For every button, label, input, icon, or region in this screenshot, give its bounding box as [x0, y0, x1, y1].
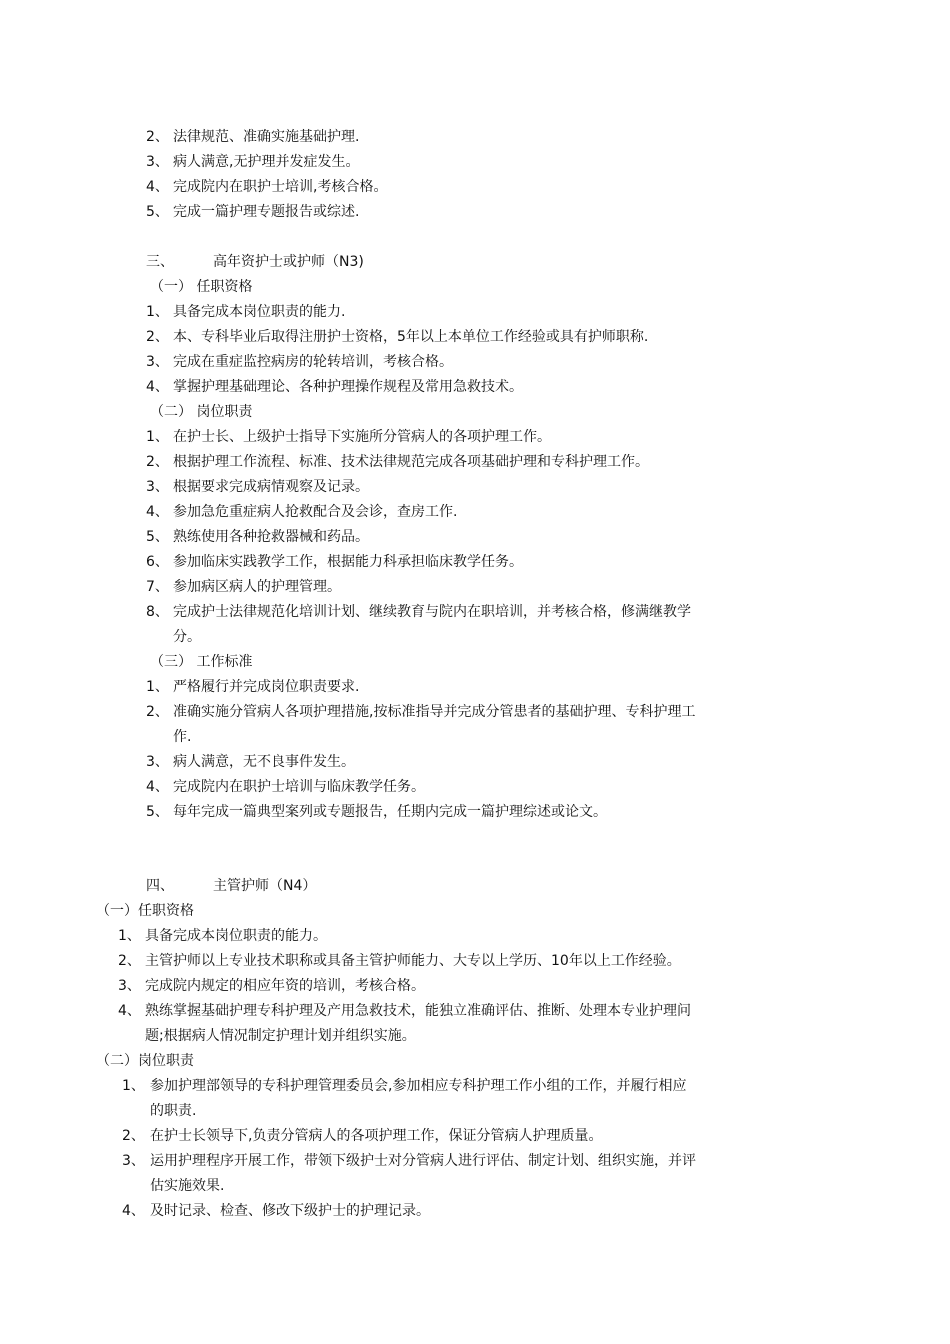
list-item-continuation: 的职责.: [150, 1103, 197, 1119]
list-item-continuation: 题;根据病人情况制定护理计划并组织实施。: [145, 1028, 416, 1044]
list-item-continuation: 估实施效果.: [150, 1178, 225, 1194]
list-item-continuation: 分。: [173, 629, 201, 645]
list-item-continuation: 作.: [173, 729, 192, 745]
document-page: 2、 法律规范、准确实施基础护理. 3、 病人满意,无护理并发症发生。 4、 完成院内在职护士培训,考核合格。 5、 完成一篇护理专题报告或综述. 三、 高年资护士或护师（N3) （一） 任职资格 1、 具备完成本岗位职责的能力. 2、 本、专科毕业后取得注册护士资格，5年以上本单位工作经验或具有护师职称. 3、 完成在重症监控病房的轮转培训，考核合格。 4、 掌握护理基础理论、各种护理操作规程及常用急救技术。 （二） 岗位职责 1、 在护士长、上级护士指导下实施所分管病人的各项护理工作。 2、 根据护理工作流程、标准、技术法律规范完成各项基础护理和专科护理工作。 3、 根据要求完成病情观察及记录。 4、 参加急危重症病人抢救配合及会诊，查房工作. 5、 熟练使用各种抢救器械和药品。 6、 参加临床实践教学工作，根据能力科承担临床教学任务。 7、 参加病区病人的护理管理。 8、 完成护士法律规范化培训计划、继续教育与院内在职培训，并考核合格，修满继教学 分。 （三） 工作标准 1、 严格履行并完成岗位职责要求. 2、 准确实施分管病人各项护理措施,按标准指导并完成分管患者的基础护理、专科护理工 作. 3、 病人满意，无不良事件发生。 4、 完成院内在职护士培训与临床教学任务。 5、 每年完成一篇典型案列或专题报告，任期内完成一篇护理综述或论文。 四、 主管护师（N4） （一）任职资格 1、 具备完成本岗位职责的能力。 2、 主管护师以上专业技术职称或具备主管护师能力、大专以上学历、10年以上工作经验。 3、 完成院内规定的相应年资的培训，考核合格。 4、 熟练掌握基础护理专科护理及产用急救技术，能独立准确评估、推断、处理本专业护理问 题;根据病人情况制定护理计划并组织实施。 （二）岗位职责 1、 参加护理部领导的专科护理管理委员会,参加相应专科护理工作小组的工作，并履行相应 的职责. 2、 在护士长领导下,负责分管病人的各项护理工作，保证分管病人护理质量。 3、 运用护理程序开展工作，带领下级护士对分管病人进行评估、制定计划、组织实施，并评 估实施效果. 4、 及时记录、检查、修改下级护士的护理记录。: [96, 129, 696, 1219]
